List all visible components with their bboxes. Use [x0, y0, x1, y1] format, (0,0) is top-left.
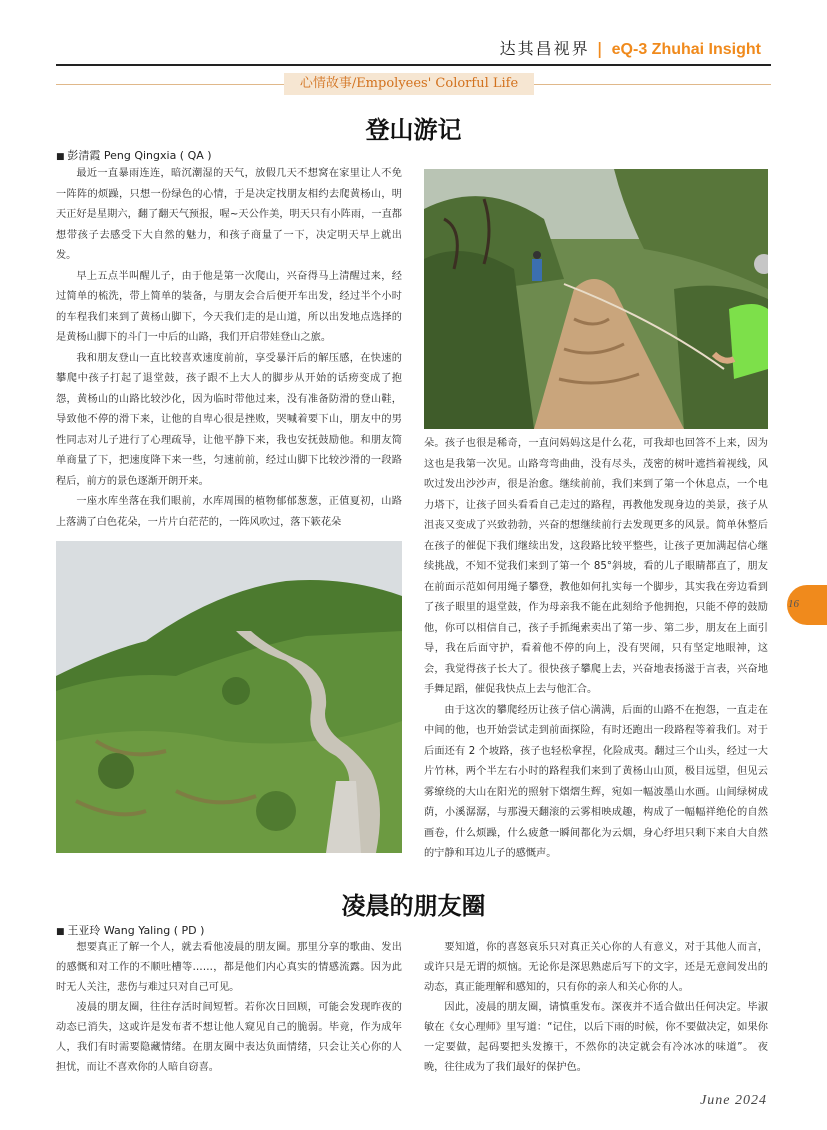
article1-paragraph: 早上五点半叫醒儿子，由于他是第一次爬山，兴奋得马上清醒过来，经过简单的梳洗，带上简单的装备，与朋友会合后便开车出发，经过半个小时的车程我们来到了黄杨山脚下，今天我们走的是山道，所以出发地点选择的是黄杨山脚下的斗门一中后的山路，我们开启带娃登山之旅。: [56, 270, 402, 343]
article2-title: 凌晨的朋友圈: [341, 891, 486, 920]
article1-right-column: [424, 434, 768, 865]
page-number: 16: [788, 598, 799, 610]
magazine-header: [500, 36, 761, 59]
article2-paragraph: 想要真正了解一个人，就去看他凌晨的朋友圈。那里分享的歌曲、发出的感慨和对工作的不顺吐槽等……，都是他们内心真实的情感流露。因为此时无人关注，悲伤与难过只对自己可见。: [56, 942, 402, 993]
article1-title: 登山游记: [365, 115, 462, 144]
article2-paragraph: 要知道，你的喜怒哀乐只对真正关心你的人有意义，对于其他人而言，或许只是无谓的烦恼。无论你是深思熟虑后写下的文字，还是无意间发出的动态，真正能理解和感知的，只有你的亲人和关心你的人。: [424, 942, 768, 993]
photo-forest-trail: [424, 169, 768, 429]
header-rule: [56, 64, 771, 66]
article1-paragraph: 我和朋友登山一直比较喜欢速度前前，享受暴汗后的解压感，在快速的攀爬中孩子打起了退堂鼓，孩子跟不上大人的脚步从开始的话痨变成了抱怨，黄杨山的山路比较沙化，因为临时带他过来，没有准备防滑的登山鞋，导致他不停的滑下来，让他的自卑心很是挫败，哭喊着要下山，朋友中的男性同志对儿子进行了心理疏导，让他平静下来，我也安抚鼓励他。和朋友简单商量了下，把速度降下来一些，匀速前前，经过山脚下比较沙滑的一段路程后，前方的景色逐渐开朗开来。: [56, 352, 402, 487]
article1-paragraph: 朵。孩子也很是稀奇，一直问妈妈这是什么花，可我却也回答不上来，因为这也是我第一次见。山路弯弯曲曲，没有尽头，茂密的树叶遮挡着视线，风吹过发出沙沙声，很是治愈。继续前前，我们来到了第一个休息点，一个电力塔下，让孩子回头看看自己走过的路程，再教他发现身边的美景，孩子从沮丧又变成了兴致勃勃，兴奋的想继续前行去发现更多的风景。简单休整后在孩子的催促下我们继续出发，这段路比较平整些，让孩子更加满起信心继续挑战，不知不觉我们来到了第一个 85°斜坡，看的儿子眼睛都直了，朋友在前面示范如何用绳子攀登，教他如何扎实每一个脚步，其实我在旁边看到了孩子眼里的退堂鼓，作为母亲我不能在此刻给予他拥抱，只能不停的鼓励他，你可以相信自己，孩子手抓绳索卖出了第一步、第二步，朋友在上面引导，我在后面守护，看着他不停的向上，没有哭闹，只有坚定地眼神，这会，我觉得孩子长大了。很快孩子攀爬上去，兴奋地表扬滋于言表，兴奋地手舞足蹈，催促我快点上去与他汇合。: [424, 438, 768, 695]
article2-paragraph: 凌晨的朋友圈，往往存活时间短暂。若你次日回顾，可能会发现昨夜的动态已消失，这或许是发布者不想让他人窥见自己的脆弱。毕竟，作为成年人，我们有时需要隐藏情绪。在朋友圈中表达负面情绪，只会让关心你的人担忧，而让不喜欢你的人暗自窃喜。: [56, 1002, 402, 1073]
article1-author: ■ 彭清霞 Peng Qingxia ( QA ): [56, 147, 212, 163]
header-separator: |: [596, 39, 605, 58]
article2-right-column: [424, 938, 768, 1078]
article1-paragraph: 最近一直暴雨连连，暗沉潮湿的天气，放假几天不想窝在家里让人不免一阵阵的烦躁，只想一份绿色的心情，于是决定找朋友相约去爬黄杨山，明天正好是星期六，翻了翻天气预报，喔~天公作美，明天只有小阵雨，一直都想带孩子去感受下大自然的魅力，和孩子商量了一下，决定明天早上就出发。: [56, 168, 402, 261]
footer-date: June 2024: [700, 1093, 767, 1108]
article1-left-column: [56, 164, 402, 533]
photo-mountain-path: [56, 541, 402, 853]
article1-paragraph: 由于这次的攀爬经历让孩子信心满满，后面的山路不在抱怨，一直走在中间的他，也开始尝试走到前面探险，有时还跑出一段路程等着我们。对于后面还有 2 个坡路，孩子也轻松拿捏，化险成夷。翻过三个山头，经过一大片竹林，两个半左右小时的路程我们来到了黄杨山山顶，极目远望，但见云雾缭绕的大山在阳光的照射下熠熠生辉，宛如一幅波墨山水画。山间绿树成荫，小溪潺潺，与那漫天翻滚的云雾相映成趣，构成了一幅幅祥绝伦的自然画卷，什么烦躁，什么疲惫一瞬间都化为云烟，身心纾坦只剩下来自大自然的宁静和耳边儿子的感慨声。: [424, 704, 768, 859]
article2-author: ■ 王亚玲 Wang Yaling ( PD ): [56, 922, 204, 938]
section-banner: 心情故事/Empolyees' Colorful Life: [284, 73, 534, 95]
article2-paragraph: 因此，凌晨的朋友圈，请慎重发布。深夜并不适合做出任何决定。毕淑敏在《女心理师》里写道：“记住，以后下雨的时候，你不要做决定，如果你一定要做，起码要把头发擦干，不然你的决定就会有冷冰冰的味道”。 夜晚，往往成为了我们最好的保护色。: [424, 1002, 768, 1073]
article2-left-column: [56, 938, 402, 1078]
article1-paragraph: 一座水库坐落在我们眼前，水库周围的植物郁郁葱葱，正值夏初，山路上落满了白色花朵，一片片白茫茫的，一阵风吹过，落下簌花朵: [56, 496, 402, 528]
header-brand: eQ-3 Zhuhai Insight: [611, 41, 761, 58]
header-title-cn: 达其昌视界: [499, 39, 590, 58]
